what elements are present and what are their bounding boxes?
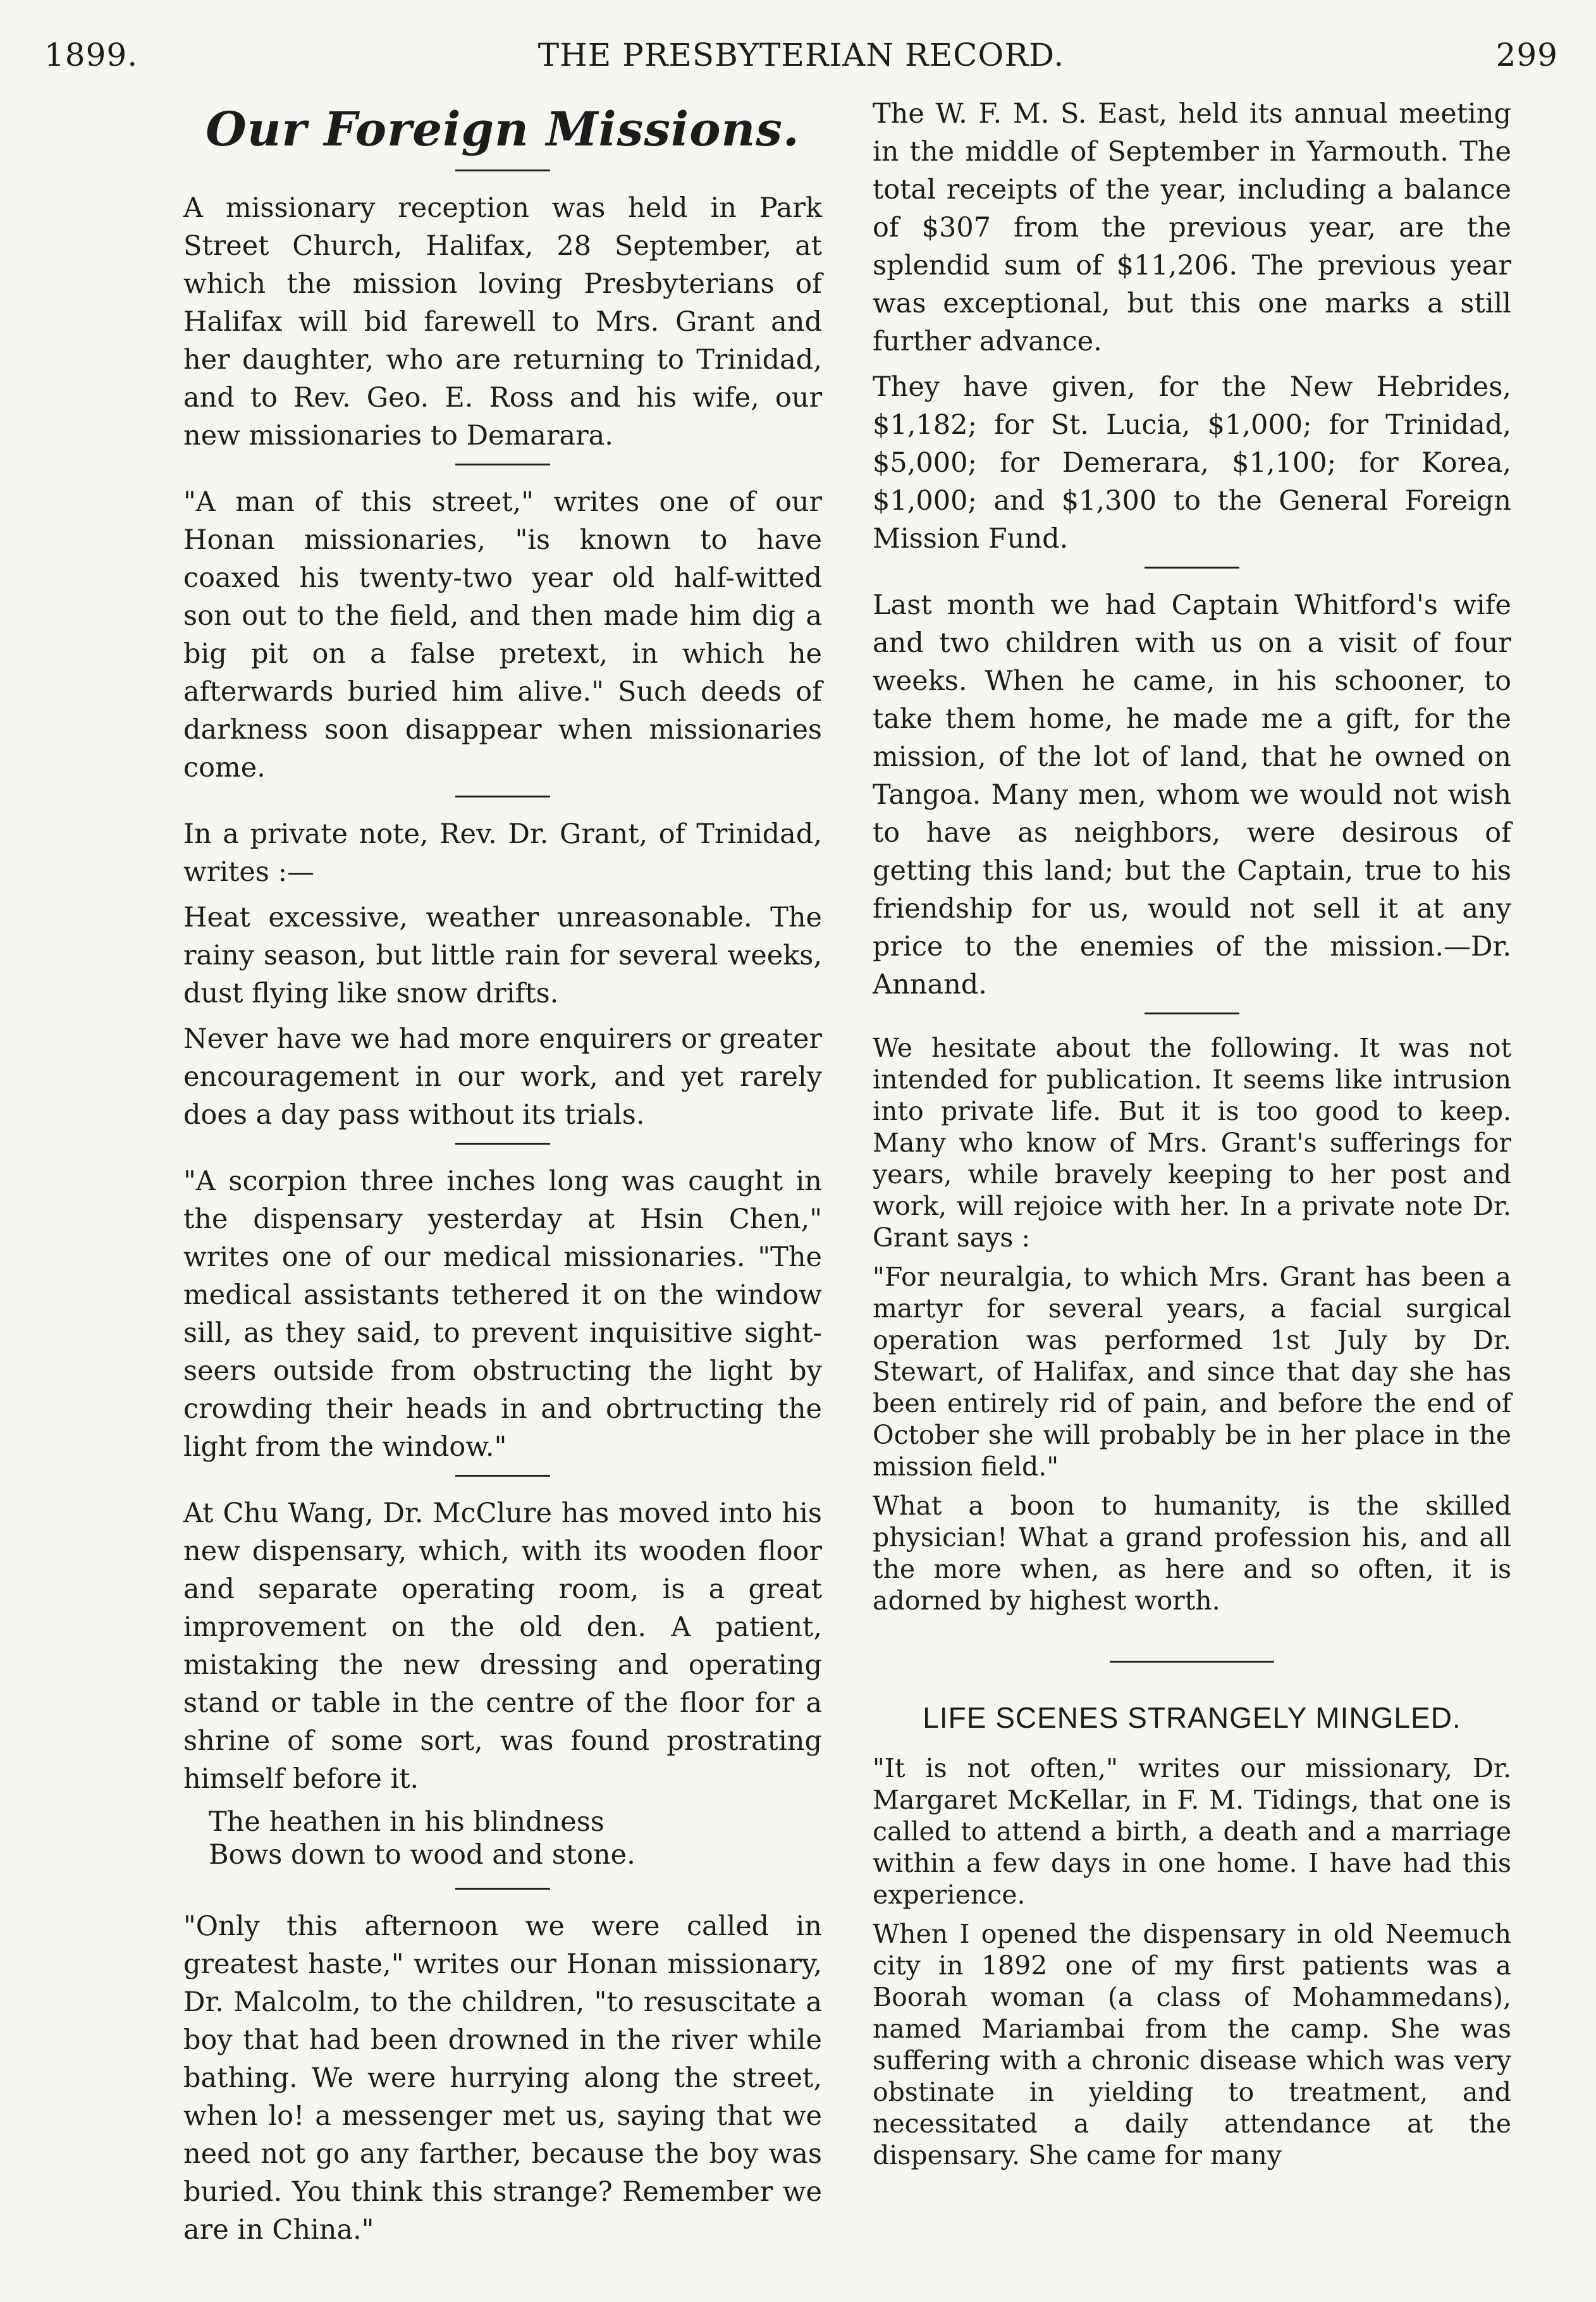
divider-rule <box>455 464 550 465</box>
running-head <box>44 37 1558 87</box>
divider-rule <box>455 796 550 797</box>
paragraph-drowned-boy: "Only this afternoon we were called in greatest haste," writes our Honan missionary, Dr. Malcolm, to the children, "to resuscitate a boy that had been drowned in the river while bathing. We were hurrying along the street, when lo! a messenger met us, saying that we need not go any farther, because the boy was buried. You think this strange? Remember we are in China." <box>183 1911 822 2246</box>
paragraph-boon: What a boon to humanity, is the skilled physician! What a grand profession his, and all the more when, as here and so often, it is adorned by highest worth. <box>873 1491 1511 1616</box>
divider-rule <box>455 1143 550 1145</box>
paragraph-heat: Heat excessive, weather unreasonable. The rainy season, but little rain for several weeks, dust flying like snow drifts. <box>183 902 822 1009</box>
paragraph-wfms: The W. F. M. S. East, held its annual meeting in the middle of September in Yarmouth. The total receipts of the year, including a balance of $307 from the previous year, are the splendid sum of $11,206. The previous year was exceptional, but this one marks a still further advance. <box>873 98 1511 357</box>
small-print-block <box>873 1032 1511 1616</box>
divider-rule <box>455 1888 550 1890</box>
divider-rule <box>1145 1013 1239 1014</box>
paragraph-honan-street: "A man of this street," writes one of our Honan missionaries, "is known to have coaxed his twenty-two year old half-witted son out to the field, and then made him dig a big pit on a false pretext, in which he afterwards buried him alive." Such deeds of darkness soon disappear when missionaries come. <box>183 486 822 784</box>
paragraph-chu-wang: At Chu Wang, Dr. McClure has moved into his new dispensary, which, with its wooden floor and separate operating room, is a great improvement on the old den. A patient, mistaking the new dressing and operating stand or table in the centre of the floor for a shrine of some sort, was found prostrating himself before it. <box>183 1498 822 1795</box>
paragraph-neuralgia: "For neuralgia, to which Mrs. Grant has been a martyr for several years, a facial surgical operation was performed 1st July by Dr. Stewart, of Halifax, and since that day she has been entirely rid of pain, and before the end of October she will probably be in her place in the mission field." <box>873 1262 1511 1482</box>
paragraph-grant-note: In a private note, Rev. Dr. Grant, of Trinidad, writes :— <box>183 818 822 888</box>
divider-rule <box>455 169 550 171</box>
divider-rule <box>1145 567 1239 569</box>
paragraph-reception: A missionary reception was held in Park Street Church, Halifax, 28 September, at which the mission loving Presbyterians of Halifax will bid farewell to Mrs. Grant and her daughter, who are returning to Trinidad, and to Rev. Geo. E. Ross and his wife, our new missionaries to Demarara. <box>183 192 822 452</box>
divider-rule <box>455 1475 550 1477</box>
paragraph-hesitate: We hesitate about the following. It was not intended for publication. It seems like intrusion into private life. But it is too good to keep. Many who know of Mrs. Grant's sufferings for years, while bravely keeping to her post and work, will rejoice with her. In a private note Dr. Grant says : <box>873 1033 1511 1253</box>
verse-quote <box>209 1806 822 1871</box>
right-column <box>873 95 1511 2179</box>
paragraph-scorpion: "A scorpion three inches long was caught in the dispensary yesterday at Hsin Chen," writes one of our medical missionaries. "The medical assistants tethered it on the window sill, as they said, to prevent inquisitive sight-seers outside from obstructing the light by crowding their heads in and obrtructing the light from the window." <box>183 1166 822 1463</box>
section-heading: LIFE SCENES STRANGELY MINGLED. <box>923 1701 1461 1734</box>
paragraph-gifts: They have given, for the New Hebrides, $1,182; for St. Lucia, $1,000; for Trinidad, $5,000; for Demerara, $1,100; for Korea, $1,000; and $1,300 to the General Foreign Mission Fund. <box>873 371 1511 555</box>
small-print-block <box>873 1752 1511 2171</box>
paragraph-neemuch: When I opened the dispensary in old Neemuch city in 1892 one of my first patients was a Boorah woman (a class of Mohammedans), named Mariambai from the camp. She was suffering with a chronic disease which was very obstinate in yielding to treatment, and necessitated a daily attendance at the dispensary. She came for many <box>873 1919 1511 2170</box>
section-title: Our Foreign Missions. <box>206 102 800 157</box>
verse-line: Bows down to wood and stone. <box>209 1839 635 1871</box>
paragraph-mckellar: "It is not often," writes our missionary, Dr. Margaret McKellar, in F. M. Tidings, that one is called to attend a birth, a death and a marriage within a few days in one home. I have had this experience. <box>873 1753 1511 1910</box>
header-page-number: 299 <box>1495 37 1558 73</box>
header-year: 1899. <box>44 37 138 73</box>
header-journal-title: THE PRESBYTERIAN RECORD. <box>537 37 1065 73</box>
paragraph-enquirers: Never have we had more enquirers or greater encouragement in our work, and yet rarely does a day pass without its trials. <box>183 1023 822 1131</box>
verse-line: The heathen in his blindness <box>209 1806 605 1838</box>
paragraph-captain-whitford: Last month we had Captain Whitford's wife and two children with us on a visit of four weeks. When he came, in his schooner, to take them home, he made me a gift, for the mission, of the lot of land, that he owned on Tangoa. Many men, whom we would not wish to have as neighbors, were desirous of getting this land; but the Captain, true to his friendship for us, would not sell it at any price to the enemies of the mission.—Dr. Annand. <box>873 589 1511 1000</box>
left-column <box>183 95 822 2256</box>
divider-rule <box>1110 1661 1274 1663</box>
